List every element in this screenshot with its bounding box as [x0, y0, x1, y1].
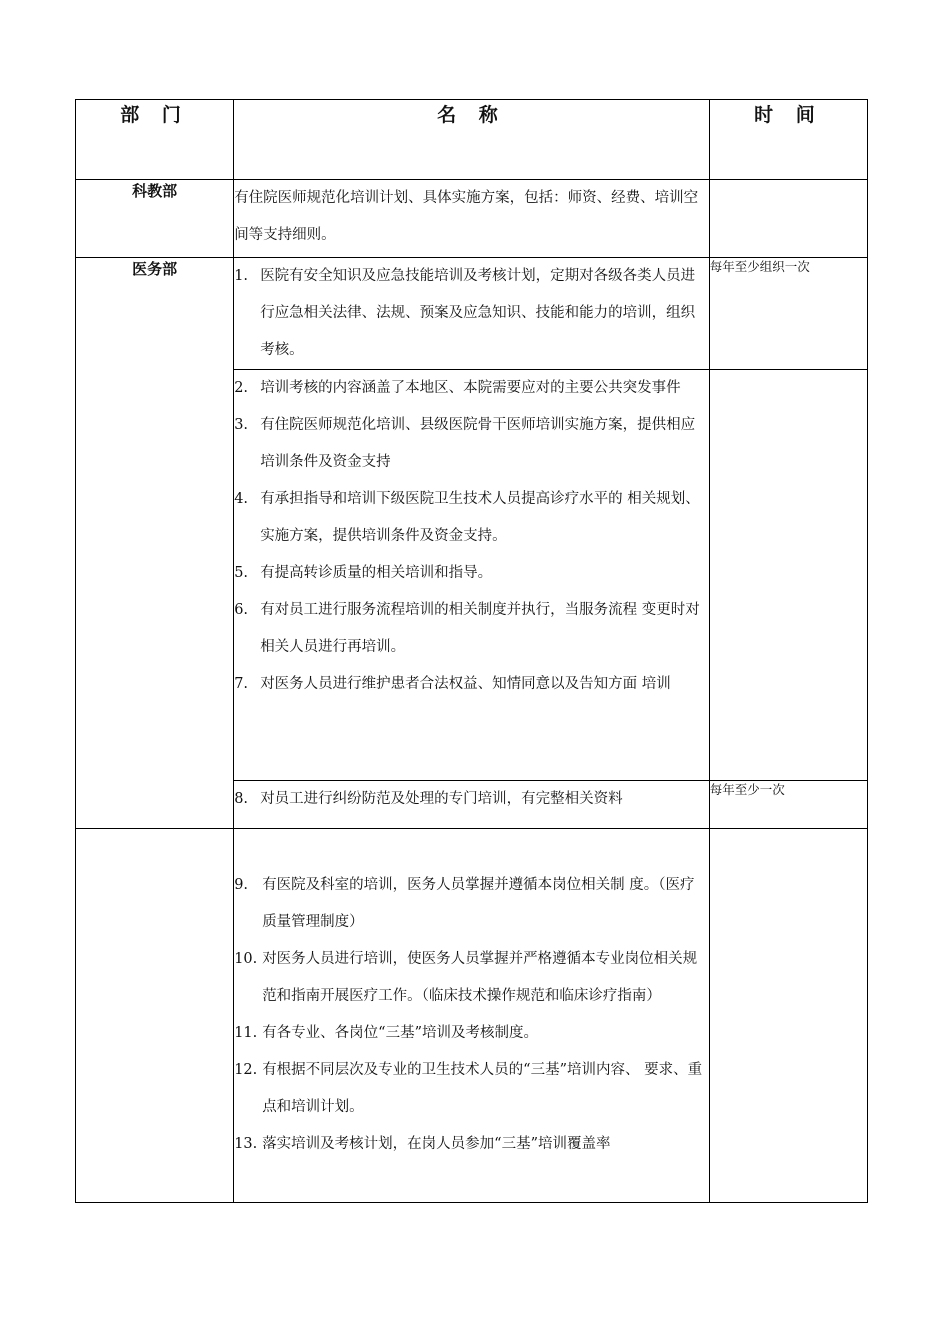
list-item — [234, 867, 709, 941]
list-item — [234, 555, 709, 592]
list-item — [234, 666, 709, 703]
item-text: 有医院及科室的培训，医务人员掌握并遵循本岗位相关制 度。（医疗质量管理制度） — [262, 877, 695, 930]
table-row-keji — [76, 180, 868, 258]
item-text: 对医务人员进行培训，使医务人员掌握并严格遵循本专业岗位相关规范和指南开展医疗工作。（临床技术操作规范和临床诊疗指南） — [262, 951, 698, 1004]
item-text: 医院有安全知识及应急技能培训及考核计划，定期对各级各类人员进行应急相关法律、法规、预案及应急知识、技能和能力的培训，组织考核。 — [260, 268, 696, 358]
content-cell-yiwu-4 — [234, 829, 710, 1203]
item-number: 9. — [234, 877, 249, 893]
list-item — [234, 1052, 709, 1126]
list-item — [234, 407, 709, 481]
item-number: 4. — [234, 491, 249, 507]
item-number: 6. — [234, 602, 249, 618]
time-cell-keji — [709, 180, 867, 258]
item-text: 有根据不同层次及专业的卫生技术人员的“三基”培训内容、 要求、重点和培训计划。 — [262, 1062, 703, 1115]
table-header-row — [76, 100, 868, 180]
training-table — [75, 99, 868, 1203]
item-text: 培训考核的内容涵盖了本地区、本院需要应对的主要公共突发事件 — [260, 380, 681, 396]
list-item — [234, 1126, 709, 1163]
content-cell-yiwu-3 — [234, 781, 710, 829]
table-row-yiwu-4 — [76, 829, 868, 1203]
item-number: 10. — [234, 951, 258, 967]
dept-cell-yiwu-cont — [76, 829, 234, 1203]
list-item — [234, 481, 709, 555]
dept-cell-yiwu: 医务部 — [76, 258, 234, 829]
time-cell-yiwu-3: 每年至少一次 — [709, 781, 867, 829]
item-number: 12. — [234, 1062, 258, 1078]
item-text: 有各专业、各岗位“三基”培训及考核制度。 — [262, 1025, 539, 1041]
header-dept: 部 门 — [76, 100, 234, 180]
item-number: 5. — [234, 565, 249, 581]
list-item — [234, 781, 709, 818]
content-cell-keji: 有住院医师规范化培训计划、具体实施方案，包括：师资、经费、培训空间等支持细则。 — [234, 180, 710, 258]
item-number: 1. — [234, 268, 249, 284]
header-name: 名 称 — [234, 100, 710, 180]
item-number: 11. — [234, 1025, 258, 1041]
time-cell-yiwu-1: 每年至少组织一次 — [709, 258, 867, 370]
list-item — [234, 1015, 709, 1052]
time-cell-yiwu-2 — [709, 370, 867, 781]
item-text: 有承担指导和培训下级医院卫生技术人员提高诊疗水平的 相关规划、实施方案，提供培训条件及资金支持。 — [260, 491, 700, 544]
time-cell-yiwu-4 — [709, 829, 867, 1203]
item-text: 对员工进行纠纷防范及处理的专门培训，有完整相关资料 — [260, 791, 623, 807]
item-text: 对医务人员进行维护患者合法权益、知情同意以及告知方面 培训 — [260, 676, 671, 692]
list-item — [234, 370, 709, 407]
item-number: 3. — [234, 417, 249, 433]
item-number: 2. — [234, 380, 249, 396]
content-cell-yiwu-2 — [234, 370, 710, 781]
item-number: 8. — [234, 791, 249, 807]
item-text: 有提高转诊质量的相关培训和指导。 — [260, 565, 493, 581]
dept-cell-keji: 科教部 — [76, 180, 234, 258]
item-text: 有对员工进行服务流程培训的相关制度并执行，当服务流程 变更时对相关人员进行再培训。 — [260, 602, 700, 655]
item-text: 落实培训及考核计划，在岗人员参加“三基”培训覆盖率 — [262, 1136, 611, 1152]
list-item — [234, 258, 709, 369]
item-number: 13. — [234, 1136, 258, 1152]
content-cell-yiwu-1 — [234, 258, 710, 370]
table-row-yiwu-1 — [76, 258, 868, 370]
item-text: 有住院医师规范化培训、县级医院骨干医师培训实施方案，提供相应培训条件及资金支持 — [260, 417, 696, 470]
list-item — [234, 592, 709, 666]
item-number: 7. — [234, 676, 249, 692]
header-time: 时 间 — [709, 100, 867, 180]
list-item — [234, 941, 709, 1015]
